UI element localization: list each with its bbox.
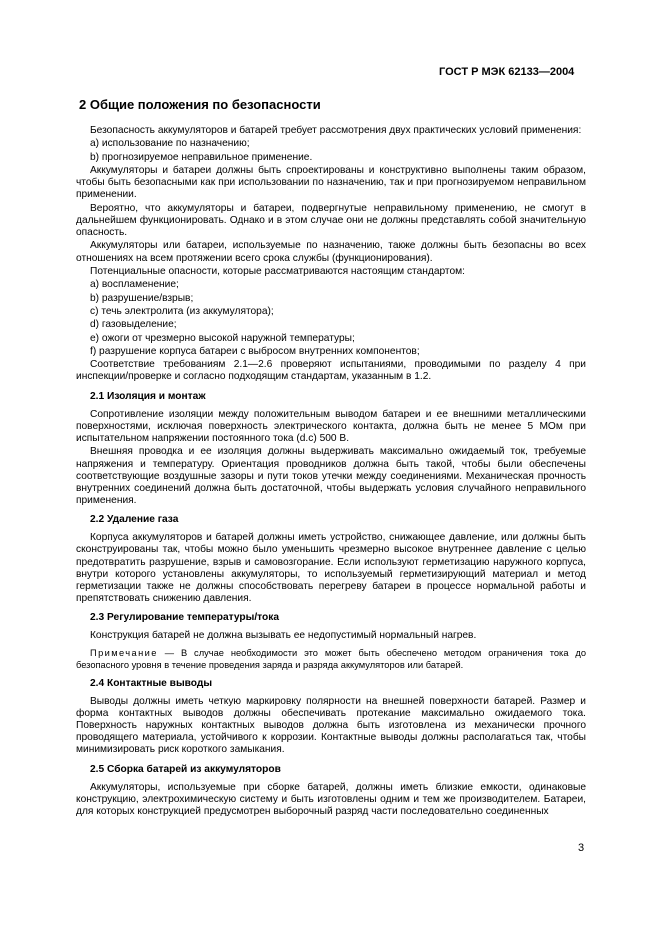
note-text: — В случае необходимости это может быть обеспечено методом ограничения тока до безопасного уровня в течение проведения заряда и разряда аккумуляторов или батарей. xyxy=(76,647,586,670)
page-number: 3 xyxy=(578,842,585,854)
list-item: c) течь электролита (из аккумулятора); xyxy=(90,305,274,317)
note-label: Примечание xyxy=(90,647,158,658)
paragraph: Аккумуляторы и батареи должны быть спроектированы и конструктивно выполнены таким образом, чтобы быть безопасными как при использовании по назначению, так и при прогнозируемом неправильном применении. xyxy=(76,165,586,201)
list-item: a) использование по назначению; xyxy=(90,138,250,150)
subsection-title: 2.3 Регулирование температуры/тока xyxy=(90,612,279,624)
list-item: b) разрушение/взрыв; xyxy=(90,292,194,304)
list-item: f) разрушение корпуса батареи с выбросом внутренних компонентов; xyxy=(90,345,420,357)
note xyxy=(76,647,586,671)
paragraph: Аккумуляторы или батареи, используемые по назначению, также должны быть безопасны во всех отношениях на всем протяжении всего срока службы (функционирования). xyxy=(76,240,586,264)
subsection-title: 2.5 Сборка батарей из аккумуляторов xyxy=(90,763,281,775)
subsection-title: 2.1 Изоляция и монтаж xyxy=(90,390,206,402)
subsection-title: 2.2 Удаление газа xyxy=(90,514,179,526)
paragraph: Сопротивление изоляции между положительным выводом батареи и ее внешними металлическими поверхностями, исключая поверхность электрического контакта, должна быть не менее 5 МОм при испытательном напряжении постоянного тока (d.c) 500 В. xyxy=(76,408,586,445)
document-header: ГОСТ Р МЭК 62133—2004 xyxy=(439,66,575,78)
paragraph: Аккумуляторы, используемые при сборке батарей, должны иметь близкие емкости, одинаковые конструкцию, электрохимическую систему и быть изготовлены одним и тем же производителем. Батареи, для которых конструкцией предусмотрен выборочный разряд части последовательно соединенных xyxy=(76,781,586,817)
document-body xyxy=(76,97,586,819)
paragraph: Внешняя проводка и ее изоляция должны выдерживать максимально ожидаемый ток, требуемые напряжения и температуру. Ориентация проводников должна быть такой, чтобы были обеспечены соответствующие воздушные зазоры и пути токов утечки между соединениями. Механическая прочность внутренних соединений должна быть достаточной, чтобы выдержать условия случайного неправильного применения. xyxy=(76,446,586,506)
list-item: a) воспламенение; xyxy=(90,279,179,291)
paragraph: Вероятно, что аккумуляторы и батареи, подвергнутые неправильному применению, не смогут в дальнейшем функционировать. Однако и в этом случае они не должны представлять собой значительную опасность. xyxy=(76,202,586,238)
list-item: e) ожоги от чрезмерно высокой наружной температуры; xyxy=(90,332,355,344)
subsection-title: 2.4 Контактные выводы xyxy=(90,677,213,689)
list-item: d) газовыделение; xyxy=(90,319,177,331)
paragraph: Соответствие требованиям 2.1—2.6 проверяют испытаниями, проводимыми по разделу 4 при инспекции/проверке и согласно подходящим стандартам, указанным в 1.2. xyxy=(76,359,586,383)
list-item: b) прогнозируемое неправильное применение. xyxy=(90,151,313,163)
paragraph: Конструкция батарей не должна вызывать ее недопустимый нормальный нагрев. xyxy=(90,630,477,642)
paragraph: Безопасность аккумуляторов и батарей требует рассмотрения двух практических условий применения: xyxy=(90,125,582,136)
paragraph: Потенциальные опасности, которые рассматриваются настоящим стандартом: xyxy=(90,265,465,277)
paragraph: Выводы должны иметь четкую маркировку полярности на внешней поверхности батарей. Размер и форма контактных выводов должны обеспечивать протекание максимально ожидаемого тока. Поверхность наружных контактных выводов должна быть изготовлена из механически прочного проводящего материала, устойчивого к коррозии. Контактные выводы должны располагаться так, чтобы минимизировать риск короткого замыкания. xyxy=(76,695,586,756)
section-title: 2 Общие положения по безопасности xyxy=(79,97,321,112)
paragraph: Корпуса аккумуляторов и батарей должны иметь устройство, снижающее давление, или должны быть сконструированы так, чтобы можно было уменьшить чрезмерно высокое внутреннее давление с целью предотвратить разрушение, взрыв и самовозгорание. Если используют герметизацию наружного корпуса, внутри которого установлены аккумуляторы, то используемый герметизирующий материал и метод герметизации также не должны способствовать перегреву батареи в процессе нормальной работы и препятствовать снижению давления. xyxy=(76,532,586,605)
